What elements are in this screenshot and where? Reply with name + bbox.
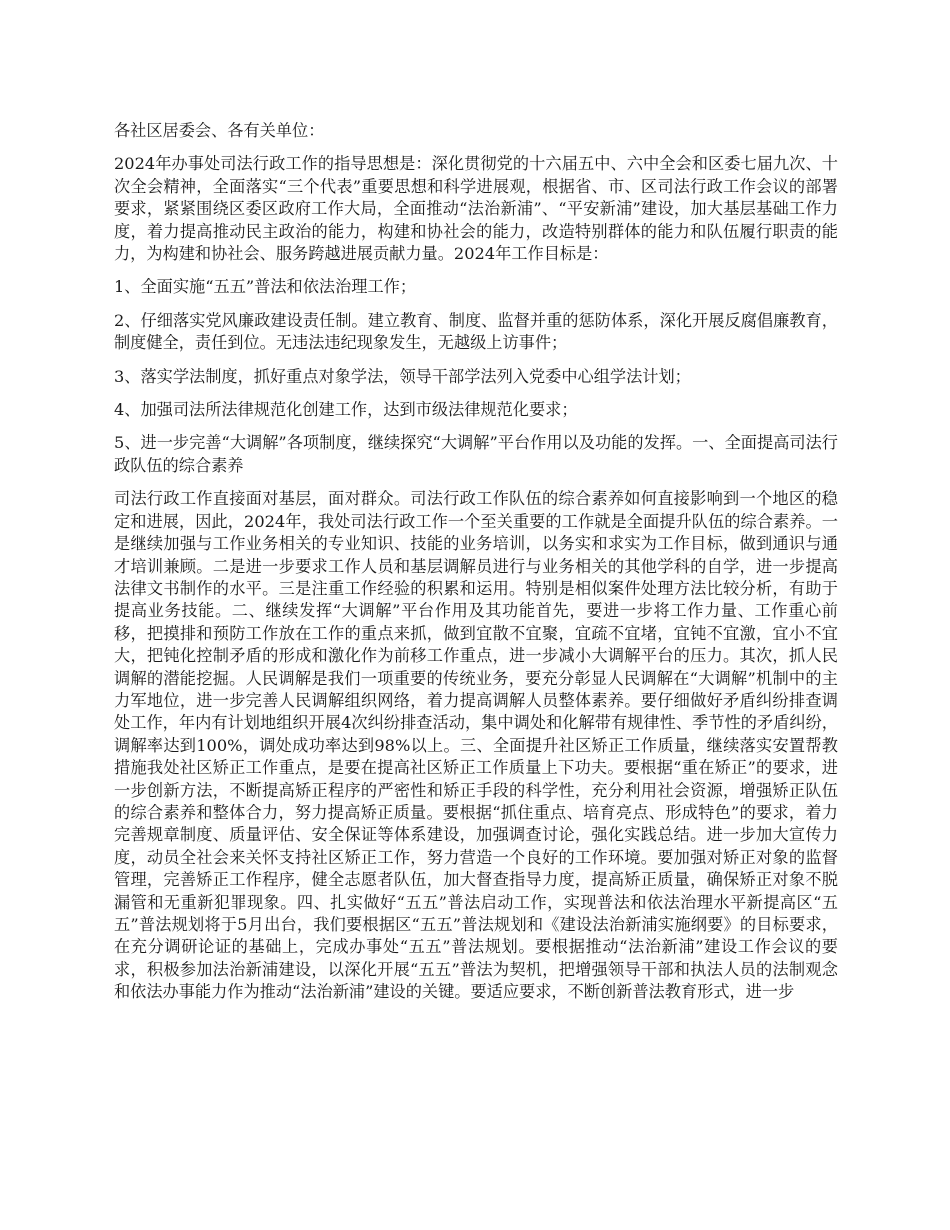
paragraph-guiding-ideology: 2024年办事处司法行政工作的指导思想是：深化贯彻党的十六届五中、六中全会和区委七届九次、十次全会精神，全面落实“三个代表”重要思想和科学进展观，根据省、市、区司法行政工作会议的部署要求，紧紧围绕区委区政府工作大局，全面推动“法治新浦”、“平安新浦”建设，加大基层基础工作力度，着力提高推动民主政治的能力，构建和协社会的能力，改造特别群体的能力和队伍履行职责的能力，为构建和协社会、服务跨越进展贡献力量。2024年工作目标是： xyxy=(114,154,838,264)
document-body xyxy=(114,120,838,1015)
paragraph-goal-4: 4、加强司法所法律规范化创建工作，达到市级法律规范化要求； xyxy=(114,400,578,420)
salutation: 各社区居委会、各有关单位： xyxy=(114,121,325,140)
paragraph-goal-1: 1、全面实施“五五”普法和依法治理工作； xyxy=(114,277,417,297)
paragraph-goal-2: 2、仔细落实党风廉政建设责任制。建立教育、制度、监督并重的惩防体系，深化开展反腐倡廉教育，制度健全，责任到位。无违法违纪现象发生，无越级上访事件； xyxy=(114,310,838,353)
paragraph-goal-5: 5、进一步完善“大调解”各项制度，继续探究“大调解”平台作用以及功能的发挥。一、全面提高司法行政队伍的综合素养 xyxy=(114,433,838,475)
paragraph-body: 司法行政工作直接面对基层，面对群众。司法行政工作队伍的综合素养如何直接影响到一个地区的稳定和进展，因此，2024年，我处司法行政工作一个至关重要的工作就是全面提升队伍的综合素养。一是继续加强与工作业务相关的专业知识、技能的业务培训，以务实和求实为工作目标，做到通识与通才培训兼顾。二是进一步要求工作人员和基层调解员进行与业务相关的其他学科的自学，进一步提高法律文书制作的水平。三是注重工作经验的积累和运用。特别是相似案件处理方法比较分析，有助于提高业务技能。二、继续发挥“大调解”平台作用及其功能首先，要进一步将工作力量、工作重心前移，把摸排和预防工作放在工作的重点来抓，做到宜散不宜聚，宜疏不宜堵，宜钝不宜激，宜小不宜大，把钝化控制矛盾的形成和激化作为前移工作重点，进一步减小大调解平台的压力。其次，抓人民调解的潜能挖掘。人民调解是我们一项重要的传统业务，要充分彰显人民调解在“大调解”机制中的主力军地位，进一步完善人民调解组织网络，着力提高调解人员整体素养。要仔细做好矛盾纠纷排查调处工作，年内有计划地组织开展4次纠纷排查活动，集中调处和化解带有规律性、季节性的矛盾纠纷，调解率达到100%，调处成功率达到98%以上。三、全面提升社区矫正工作质量，继续落实安置帮教措施我处社区矫正工作重点，是要在提高社区矫正工作质量上下功夫。要根据“重在矫正”的要求，进一步创新方法，不断提高矫正程序的严密性和矫正手段的科学性，充分利用社会资源，增强矫正队伍的综合素养和整体合力，努力提高矫正质量。要根据“抓住重点、培育亮点、形成特色”的要求，着力完善规章制度、质量评估、安全保证等体系建设，加强调查讨论，强化实践总结。进一步加大宣传力度，动员全社会来关怀支持社区矫正工作，努力营造一个良好的工作环境。要加强对矫正对象的监督管理，完善矫正工作程序，健全志愿者队伍，加大督查指导力度，提高矫正质量，确保矫正对象不脱漏管和无重新犯罪现象。四、扎实做好“五五”普法启动工作，实现普法和依法治理水平新提高区“五五”普法规划将于5月出台，我们要根据区“五五”普法规划和《建设法治新浦实施纲要》的目标要求，在充分调研论证的基础上，完成办事处“五五”普法规划。要根据推动“法治新浦”建设工作会议的要求，积极参加法治新浦建设，以深化开展“五五”普法为契机，把增强领导干部和执法人员的法制观念和依法办事能力作为推动“法治新浦”建设的关键。要适应要求，不断创新普法教育形式，进一步 xyxy=(114,489,838,1002)
paragraph-goal-3: 3、落实学法制度，抓好重点对象学法，领导干部学法列入党委中心组学法计划； xyxy=(114,366,691,386)
